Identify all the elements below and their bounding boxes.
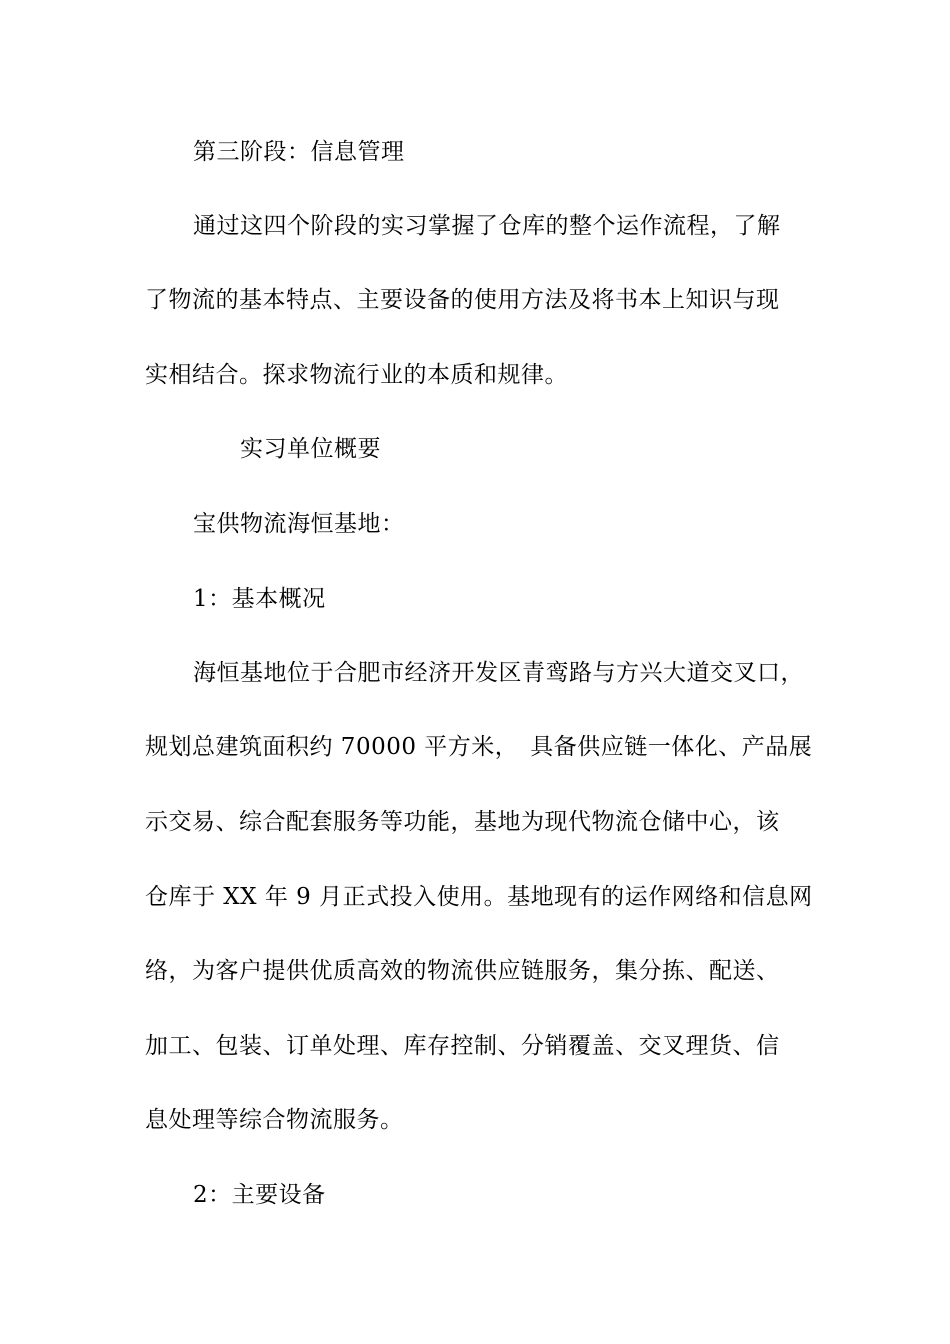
item1-body-line-4: 仓库于 XX 年 9 月正式投入使用。基地现有的运作网络和信息网 [145, 884, 813, 910]
intro-line-3: 实相结合。探求物流行业的本质和规律。 [145, 362, 568, 388]
item1-body-line-5: 络，为客户提供优质高效的物流供应链服务，集分拣、配送、 [145, 958, 780, 984]
item2-heading: 2：主要设备 [193, 1182, 326, 1208]
section-title: 实习单位概要 [240, 436, 381, 462]
item1-body-line-6: 加工、包装、订单处理、库存控制、分销覆盖、交叉理货、信 [145, 1033, 780, 1059]
company-name: 宝供物流海恒基地： [193, 511, 405, 537]
item1-body-line-3: 示交易、综合配套服务等功能，基地为现代物流仓储中心，该 [145, 809, 780, 835]
item1-body-line-7: 息处理等综合物流服务。 [145, 1107, 404, 1133]
intro-line-2: 了物流的基本特点、主要设备的使用方法及将书本上知识与现 [145, 287, 780, 313]
stage-heading: 第三阶段：信息管理 [193, 139, 405, 165]
item1-body-line-1: 海恒基地位于合肥市经济开发区青鸾路与方兴大道交叉口， [193, 660, 804, 686]
item1-body-line-2: 规划总建筑面积约 70000 平方米， 具备供应链一体化、产品展 [145, 734, 813, 760]
intro-line-1: 通过这四个阶段的实习掌握了仓库的整个运作流程，了解 [193, 213, 781, 239]
item1-heading: 1：基本概况 [193, 586, 326, 612]
